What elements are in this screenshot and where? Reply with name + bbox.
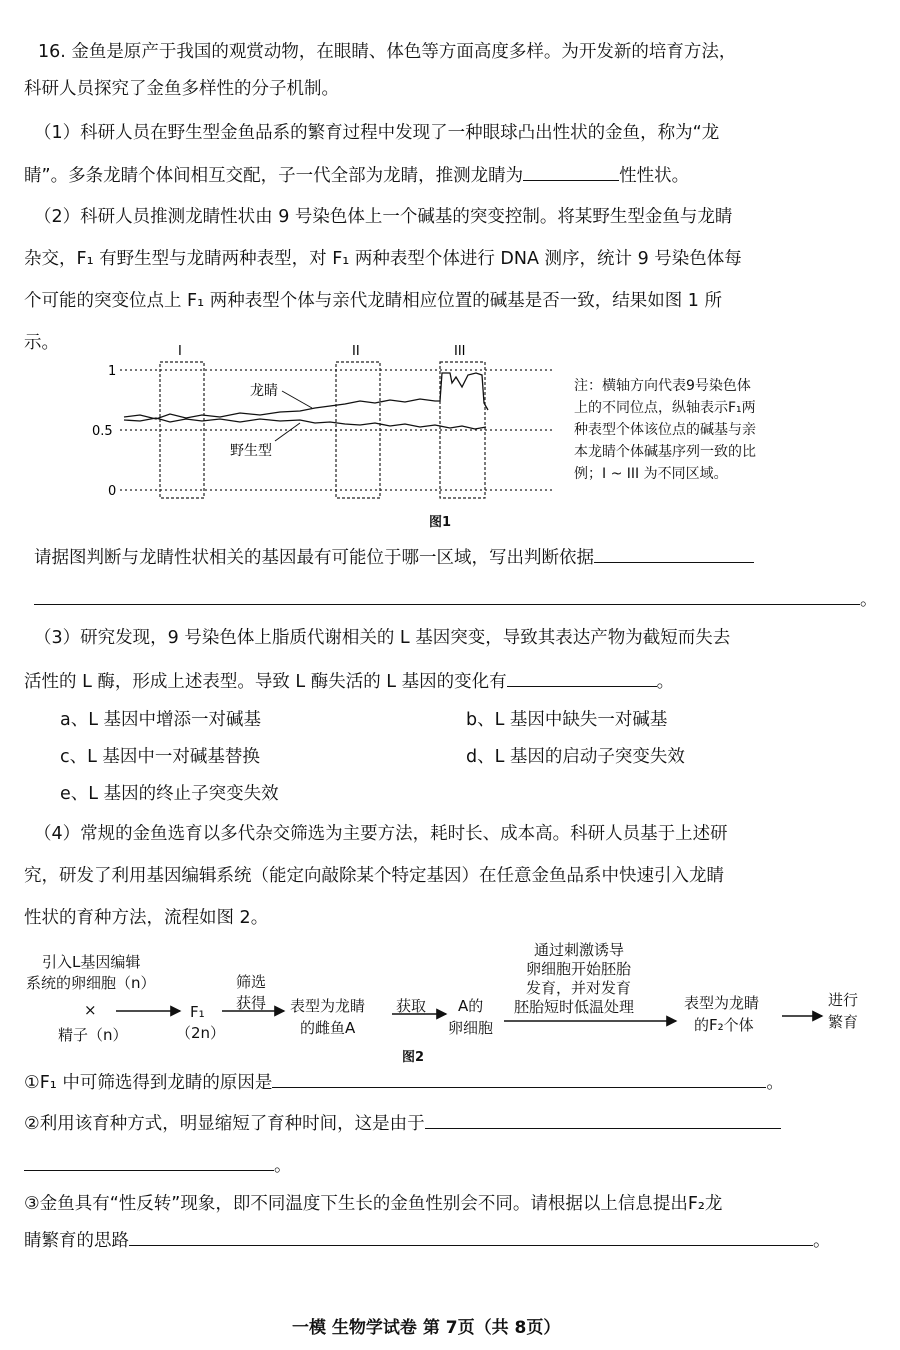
region-2-box bbox=[336, 362, 380, 498]
intro-line-2: 科研人员探究了金鱼多样性的分子机制。 bbox=[24, 79, 339, 99]
y-tick-1: 1 bbox=[108, 364, 117, 379]
flow-female-2: 的雌鱼A bbox=[300, 1019, 356, 1037]
answer-blank-4a[interactable] bbox=[272, 1069, 766, 1088]
part1-line-2 bbox=[24, 162, 689, 188]
answer-blank-4d[interactable] bbox=[129, 1227, 813, 1246]
q4-sub1-text: ①F₁ 中可筛选得到龙睛的原因是 bbox=[24, 1073, 273, 1093]
wild-type-pointer bbox=[275, 423, 300, 441]
flow-f2-2: 的F₂个体 bbox=[694, 1016, 754, 1034]
flow-screen-1: 筛选 bbox=[236, 973, 267, 991]
option-e[interactable]: e、L 基因的终止子突变失效 bbox=[60, 784, 279, 804]
flow-egg-2: 卵细胞 bbox=[448, 1019, 494, 1037]
flow-f2-1: 表型为龙睛 bbox=[684, 994, 760, 1012]
part3-line-1: （3）研究发现，9 号染色体上脂质代谢相关的 L 基因突变，导致其表达产物为截短而失去 bbox=[34, 628, 731, 648]
q4-sub3-text: 睛繁育的思路 bbox=[24, 1231, 129, 1251]
flow-breed-2: 繁育 bbox=[828, 1013, 859, 1031]
dragon-eye-pointer bbox=[282, 391, 312, 408]
q4-sub1 bbox=[24, 1069, 784, 1095]
part4-line-3: 性状的育种方法，流程如图 2。 bbox=[24, 908, 269, 928]
figure-1-chart bbox=[90, 335, 560, 510]
part2-end: 。 bbox=[860, 590, 878, 610]
figure-1-note-1: 注：横轴方向代表9号染色体 bbox=[574, 378, 751, 394]
intro-line-1: 16. 金鱼是原产于我国的观赏动物，在眼睛、体色等方面高度多样。为开发新的培育方法， bbox=[38, 42, 737, 62]
wild-type-line bbox=[124, 418, 486, 429]
y-tick-0.5: 0.5 bbox=[92, 424, 113, 439]
part1-text-b: 性性状。 bbox=[619, 166, 690, 186]
part4-line-2: 究，研发了利用基因编辑系统（能定向敲除某个特定基因）在任意金鱼品系中快速引入龙睛 bbox=[24, 866, 724, 886]
q4-sub2-end: 。 bbox=[274, 1156, 292, 1176]
wild-type-label: 野生型 bbox=[230, 443, 272, 459]
answer-blank-4b[interactable] bbox=[425, 1110, 781, 1129]
flow-breed-1: 进行 bbox=[828, 991, 859, 1009]
flow-cross: × bbox=[84, 1001, 97, 1019]
part1-line-1: （1）科研人员在野生型金鱼品系的繁育过程中发现了一种眼球凸出性状的金鱼，称为“龙 bbox=[34, 123, 720, 143]
q4-sub2-text: ②利用该育种方式，明显缩短了育种时间，这是由于 bbox=[24, 1114, 425, 1134]
part2-line-1: （2）科研人员推测龙睛性状由 9 号染色体上一个碱基的突变控制。将某野生型金鱼与龙睛 bbox=[34, 207, 733, 227]
part2-question-text: 请据图判断与龙睛性状相关的基因最有可能位于哪一区域，写出判断依据 bbox=[34, 548, 594, 568]
flow-treat-3: 发育，并对发育 bbox=[526, 979, 632, 997]
flow-egg-1: A的 bbox=[458, 997, 484, 1015]
dragon-eye-line bbox=[124, 373, 488, 419]
option-a[interactable]: a、L 基因中增添一对碱基 bbox=[60, 710, 262, 730]
region-3-label: III bbox=[454, 344, 466, 359]
answer-blank-2b[interactable] bbox=[34, 586, 860, 605]
region-2-label: II bbox=[352, 344, 360, 359]
region-1-label: I bbox=[178, 344, 182, 359]
part2-line-3: 个可能的突变位点上 F₁ 两种表型个体与亲代龙睛相应位置的碱基是否一致，结果如图 1 所 bbox=[24, 291, 722, 311]
figure-1-note-5: 例；I ~ III 为不同区域。 bbox=[574, 466, 728, 482]
part2-question bbox=[34, 544, 754, 570]
option-d[interactable]: d、L 基因的启动子突变失效 bbox=[466, 747, 685, 767]
y-tick-0: 0 bbox=[108, 484, 117, 499]
part2-line-4: 示。 bbox=[24, 333, 59, 353]
flow-f1: F₁ bbox=[190, 1003, 205, 1021]
figure-1-note-4: 本龙睛个体碱基序列一致的比 bbox=[574, 444, 756, 460]
answer-blank-1[interactable] bbox=[523, 162, 619, 181]
answer-blank-2a[interactable] bbox=[594, 544, 754, 563]
flow-f1-ploidy: （2n） bbox=[176, 1024, 226, 1042]
flow-obtain: 获取 bbox=[396, 997, 427, 1015]
q4-sub3-line-2 bbox=[24, 1227, 831, 1253]
q4-sub2-cont bbox=[24, 1152, 292, 1178]
option-b[interactable]: b、L 基因中缺失一对碱基 bbox=[466, 710, 668, 730]
part1-text-a: 睛”。多条龙睛个体间相互交配，子一代全部为龙睛，推测龙睛为 bbox=[24, 166, 524, 186]
flow-start-line-2: 系统的卵细胞（n） bbox=[26, 974, 156, 992]
answer-blank-4c[interactable] bbox=[24, 1152, 274, 1171]
q4-sub1-end: 。 bbox=[766, 1073, 784, 1093]
flow-screen-2: 获得 bbox=[236, 994, 267, 1012]
part3-text-a: 活性的 L 酶，形成上述表型。导致 L 酶失活的 L 基因的变化有 bbox=[24, 672, 507, 692]
figure-2-caption: 图2 bbox=[402, 1050, 425, 1065]
answer-blank-3[interactable] bbox=[507, 668, 657, 687]
part2-answer-line bbox=[34, 586, 878, 612]
q4-sub3-end: 。 bbox=[813, 1231, 831, 1251]
flow-treat-4: 胚胎短时低温处理 bbox=[514, 998, 635, 1016]
q4-sub3-line-1: ③金鱼具有“性反转”现象，即不同温度下生长的金鱼性别会不同。请根据以上信息提出F₂龙 bbox=[24, 1194, 723, 1214]
part2-line-2: 杂交，F₁ 有野生型与龙睛两种表型，对 F₁ 两种表型个体进行 DNA 测序，统计 9 号染色体每 bbox=[24, 249, 742, 269]
q4-sub2 bbox=[24, 1110, 781, 1136]
figure-1-note-2: 上的不同位点，纵轴表示F₁两 bbox=[574, 400, 756, 416]
page-footer: 一模 生物学试卷 第 7页（共 8页） bbox=[292, 1318, 561, 1338]
figure-2-arrows bbox=[0, 930, 900, 1040]
figure-1-note-3: 种表型个体该位点的碱基与亲 bbox=[574, 422, 756, 438]
part3-line-2 bbox=[24, 668, 674, 694]
part4-line-1: （4）常规的金鱼选育以多代杂交筛选为主要方法，耗时长、成本高。科研人员基于上述研 bbox=[34, 824, 728, 844]
flow-sperm: 精子（n） bbox=[58, 1026, 128, 1044]
flow-treat-1: 通过刺激诱导 bbox=[534, 941, 625, 959]
figure-1-caption: 图1 bbox=[429, 515, 452, 530]
flow-treat-2: 卵细胞开始胚胎 bbox=[526, 960, 632, 978]
flow-female-1: 表型为龙睛 bbox=[290, 997, 366, 1015]
dragon-eye-label: 龙睛 bbox=[250, 383, 278, 399]
part3-text-b: 。 bbox=[656, 672, 675, 692]
flow-start-line-1: 引入L基因编辑 bbox=[42, 953, 141, 971]
option-c[interactable]: c、L 基因中一对碱基替换 bbox=[60, 747, 260, 767]
